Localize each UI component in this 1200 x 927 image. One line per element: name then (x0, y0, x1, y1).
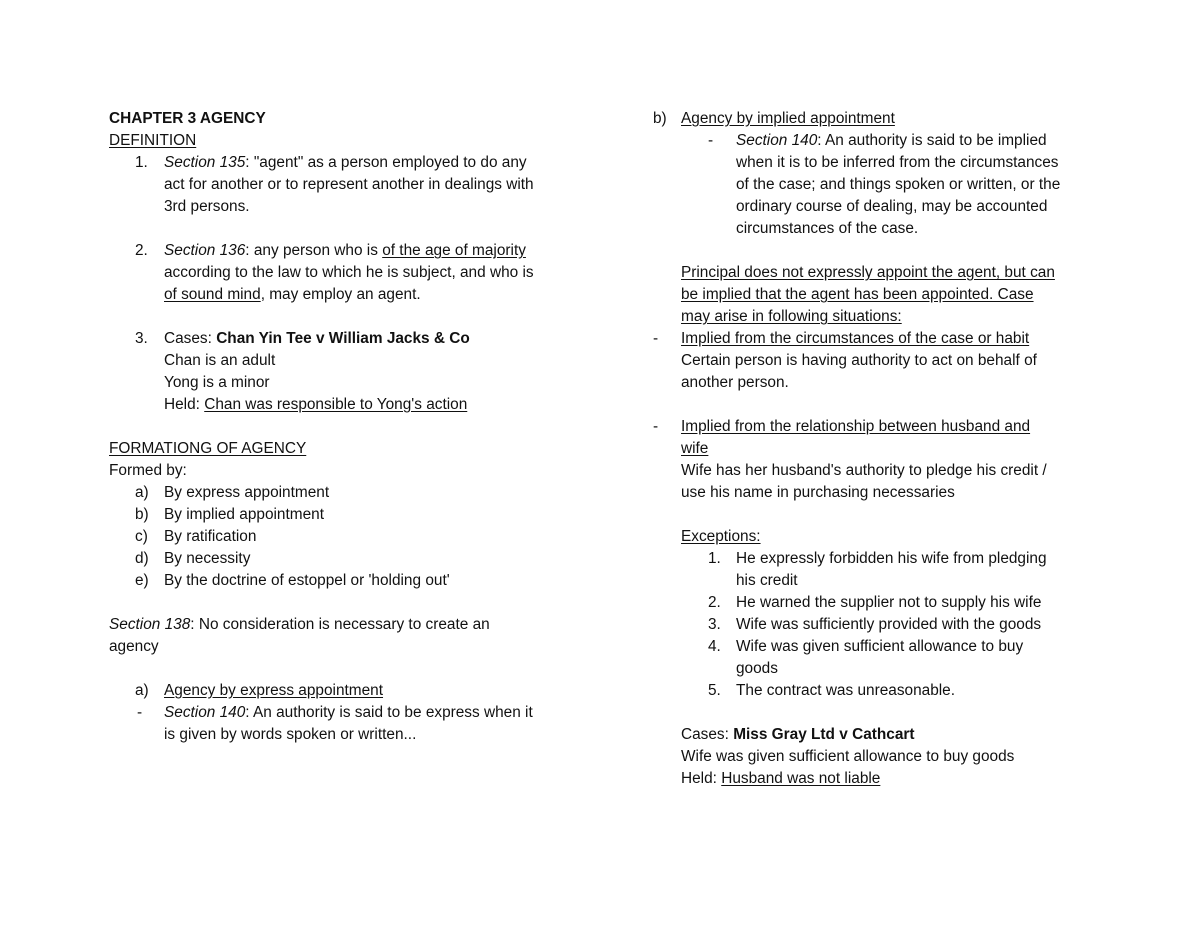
right-column (653, 108, 1103, 790)
held-text: Chan was responsible to Yong's action (204, 396, 468, 413)
list-number: 3. (135, 330, 148, 347)
exceptions-heading: Exceptions: (681, 528, 761, 545)
dash-bullet: - (137, 704, 143, 721)
express-appointment-heading: a) Agency by express appointment (135, 682, 384, 699)
exception-item: 4. Wife was given sufficient allowance to buy goods (708, 638, 1024, 677)
exception-item: 5. The contract was unreasonable. (708, 682, 956, 699)
definition-heading: DEFINITION (109, 132, 197, 149)
implied-appointment-heading: b) Agency by implied appointment (653, 110, 895, 127)
definition-item-3: 3. Cases: Chan Yin Tee v William Jacks & Co Chan is an adult Yong is a minor Held: Chan was responsible to Yong's action (135, 330, 470, 413)
section-ref: Section 136 (164, 242, 246, 259)
dash-bullet: - (708, 132, 714, 149)
formation-item: b) By implied appointment (135, 506, 324, 523)
definition-item-2: 2. Section 136: any person who is of the age of majority according to the law to which he is subject, and who is of sound mind, may employ an agent. (135, 242, 534, 303)
formation-item: a) By express appointment (135, 484, 330, 501)
formed-by-label: Formed by: (109, 462, 187, 479)
dash-bullet: - (653, 330, 659, 347)
exception-item: 2. He warned the supplier not to supply his wife (708, 594, 1042, 611)
formation-item: e) By the doctrine of estoppel or 'holding out' (135, 572, 450, 589)
list-number: 1. (135, 154, 148, 171)
case-name: Miss Gray Ltd v Cathcart (733, 726, 915, 743)
exception-item: 1. He expressly forbidden his wife from pledging his credit (708, 550, 1047, 589)
principal-paragraph: Principal does not expressly appoint the agent, but can be implied that the agent has been appointed. Case may arise in following situations: (681, 264, 1055, 325)
express-section-140: - Section 140: An authority is said to be express when it is given by words spoken or written... (137, 704, 533, 743)
husband-wife-bullet: - Implied from the relationship between husband and wife Wife has her husband's authority to pledge his credit / use his name in purchasing necessaries (653, 418, 1047, 501)
held-text: Husband was not liable (721, 770, 881, 787)
section-ref: Section 135 (164, 154, 246, 171)
formation-heading: FORMATIONG OF AGENCY (109, 440, 307, 457)
case-name: Chan Yin Tee v William Jacks & Co (216, 330, 470, 347)
exception-item: 3. Wife was sufficiently provided with the goods (708, 616, 1042, 633)
section-138-paragraph: Section 138: No consideration is necessary to create an (109, 616, 490, 633)
definition-item-1: 1. Section 135: "agent" as a person employed to do any act for another or to represent another in dealings with 3rd persons. (135, 154, 534, 215)
formation-item: d) By necessity (135, 550, 251, 567)
chapter-title: CHAPTER 3 AGENCY (109, 110, 266, 127)
implied-section-140: - Section 140: An authority is said to be implied when it is to be inferred from the circumstances of the case; and things spoken or written, or the ordinary course of dealing, may be accounted circumstances of the case. (708, 132, 1061, 237)
list-number: 2. (135, 242, 148, 259)
formation-item: c) By ratification (135, 528, 257, 545)
dash-bullet: - (653, 418, 659, 435)
circumstances-bullet: - Implied from the circumstances of the case or habit Certain person is having authority to act on behalf of another person. (653, 330, 1037, 391)
case-block: Cases: Miss Gray Ltd v Cathcart Wife was given sufficient allowance to buy goods Held: Husband was not liable (681, 726, 1015, 787)
left-column: CHAPTER 3 AGENCY DEFINITION 1. Section 135: "agent" as a person employed to do any act for another or to represent another in dealings with 3rd persons. 2. Section 136: any person who is of the age of majority according to the law to which he is subject, and who is of sound mind, may employ an agent. 3. Cases: Chan Yin Tee v William Jacks & Co Chan is an adult Yong is a minor Held: Chan was responsible to Yong's action FORMATIONG OF AGENCY Formed by: a) By express appointment b) By implied appointment c) By ratification d) By necessity e) By the doctrine of estoppel or 'holding out' Section 138: No consideration is necessary to create an agency a) Agency by express appointment - Section 140: An authority is said to be express when it is given by words spoken or written... (109, 108, 579, 746)
